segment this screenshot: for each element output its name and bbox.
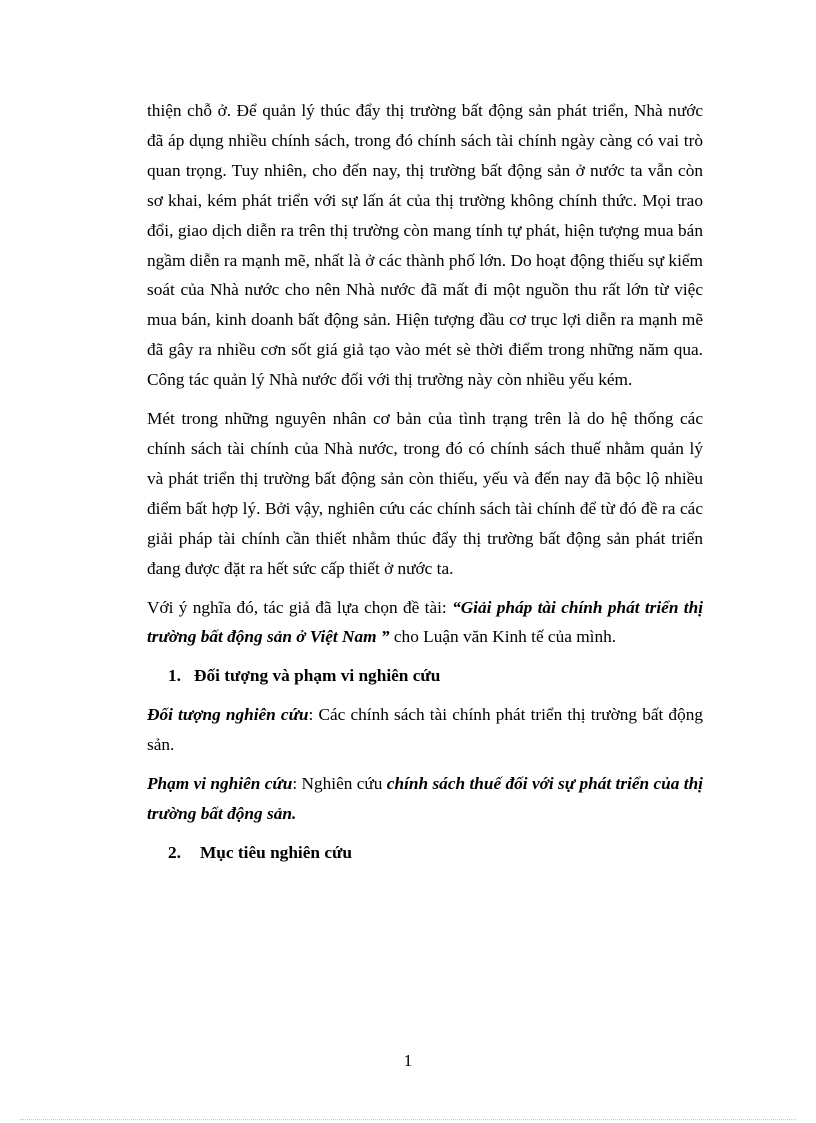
paragraph-causes: Mét trong những nguyên nhân cơ bản của tình trạng trên là do hệ thống các chính sách tài chính của Nhà nước, trong đó có chính sách thuế nhằm quản lý và phát triển thị trường bất động sản còn thiếu, yếu và đến nay đã bộc lộ nhiều điểm bất hợp lý. Bởi vậy, nghiên cứu các chính sách tài chính để từ đó đề ra các giải pháp tài chính cần thiết nhằm thúc đẩy thị trường bất động sản phát triển đang được đặt ra hết sức cấp thiết ở nước ta.: [147, 409, 703, 578]
research-object-label: Đối tượng nghiên cứu: [147, 705, 309, 725]
research-object-text: : Các chính sách tài chính phát triển thị trường bất động sản.: [147, 705, 703, 755]
research-scope-text: : Nghiên cứu: [292, 774, 387, 794]
page-divider: [20, 1119, 796, 1120]
topic-tail-text: cho Luận văn Kinh tế của mình.: [389, 627, 617, 647]
research-scope-label: Phạm vi nghiên cứu: [147, 774, 293, 794]
paragraph-topic-selection: [147, 593, 703, 653]
section-heading-objectives: [147, 838, 703, 868]
thesis-topic-title: “Giải pháp tài chính phát triển thị trường bất động sản ở Việt Nam ”: [147, 597, 703, 647]
paragraph-research-object: [147, 700, 703, 760]
section-number: 1.: [168, 666, 181, 686]
section-title: Mục tiêu nghiên cứu: [200, 842, 352, 862]
section-heading-scope: [147, 661, 703, 691]
page-number: 1: [403, 1051, 413, 1070]
research-scope-emphasis: chính sách thuế đối với sự phát triển của thị trường bất động sản.: [147, 774, 703, 823]
section-title: Đối tượng và phạm vi nghiên cứu: [194, 666, 441, 686]
paragraph-intro-continued: thiện chỗ ở. Để quản lý thúc đẩy thị trường bất động sản phát triển, Nhà nước đã áp dụng nhiều chính sách, trong đó chính sách tài chính ngày càng có vai trò quan trọng. Tuy nhiên, cho đến nay, thị trường bất động sản ở nước ta vẫn còn sơ khai, kém phát triển với sự lấn át của thị trường không chính thức. Mọi trao đổi, giao dịch diễn ra trên thị trường còn mang tính tự phát, hiện tượng mua bán ngầm diễn ra mạnh mẽ, nhất là ở các thành phố lớn. Do hoạt động thiếu sự kiểm soát của Nhà nước cho nên Nhà nước đã mất đi một nguồn thu rất lớn từ việc mua bán, kinh doanh bất động sản. Hiện tượng đầu cơ trục lợi diễn ra mạnh mẽ đã gây ra nhiều cơn sốt giá giả tạo vào mét sè thời điểm trong những năm qua. Công tác quản lý Nhà nước đối với thị trường này còn nhiều yếu kém.: [147, 101, 703, 390]
section-number: 2.: [168, 842, 181, 862]
topic-lead-text: Với ý nghĩa đó, tác giả đã lựa chọn đề tài:: [147, 597, 453, 617]
paragraph-research-scope: [147, 769, 703, 829]
document-body: [147, 96, 703, 877]
